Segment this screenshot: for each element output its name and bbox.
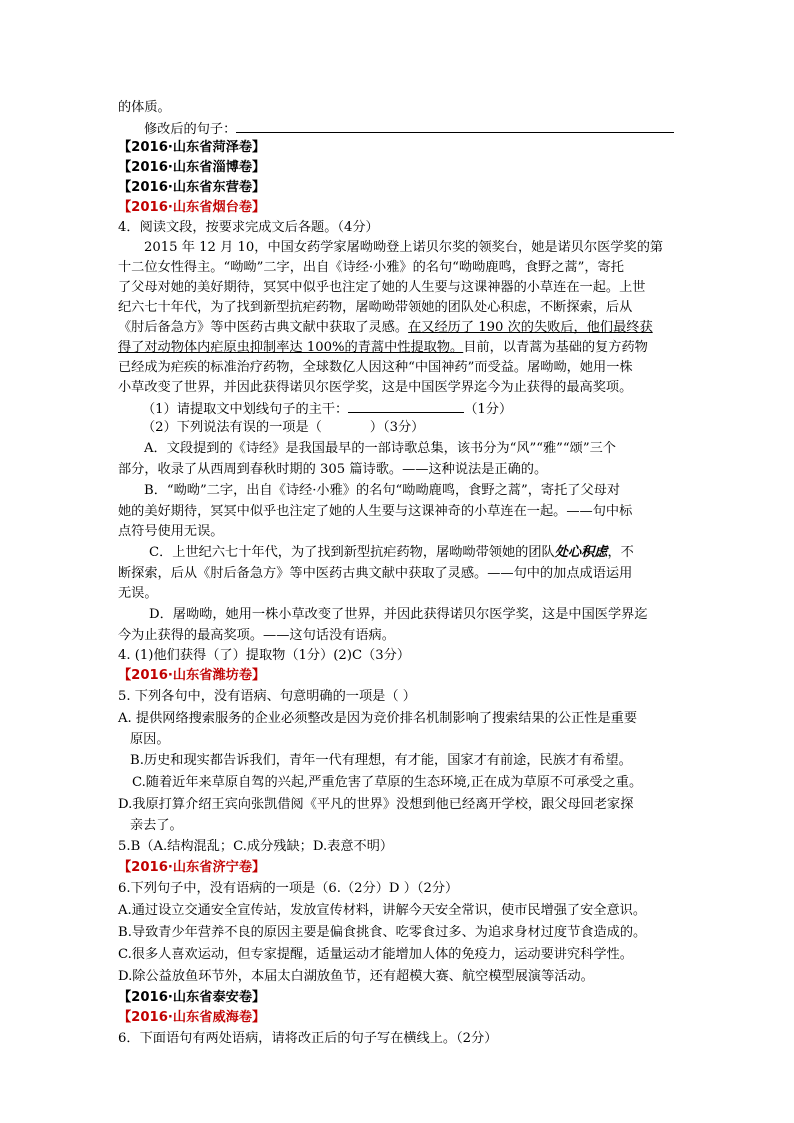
section-header-weihai: 【2016·山东省威海卷】 [118, 1010, 266, 1025]
option-c-text: ，不 [607, 545, 634, 560]
question-6-stem: 6.下列句子中，没有语病的一项是（6.（2分）D ）（2分） [118, 881, 459, 896]
option-a-line: A．文段提到的《诗经》是我国最早的一部诗歌总集，该书分为“风”“雅”“颂”三个 [144, 441, 616, 456]
option-b-line: 点符号使用无误。 [118, 524, 224, 539]
question-5-option-a: 原因。 [130, 732, 170, 747]
option-b-line: B．“呦呦”二字，出自《诗经·小雅》的名句“呦呦鹿鸣，食野之蒿”，寄托了父母对 [144, 483, 621, 498]
option-d-line: 今为止获得的最高奖项。——这句话没有语病。 [118, 628, 395, 643]
passage-text: 《肘后备急方》等中医药古典文献中获取了灵感。 [118, 320, 409, 335]
sub-question-2 [118, 418, 680, 438]
underlined-sentence: 得了对动物体内疟原虫抑制率达 100%的青蒿中性提取物。 [118, 340, 464, 355]
answer-5: 5.B（A.结构混乱；C.成分残缺；D.表意不明） [118, 839, 394, 854]
question-6-option-a: A.通过设立交通安全宣传站，发放宣传材料，讲解今天安全常识，使市民增强了安全意识。 [118, 903, 647, 918]
question-6-option-b: B.导致青少年营养不良的原因主要是偏食挑食、吃零食过多、为追求身材过度节食造成的。 [118, 925, 647, 940]
question-5-option-c: C.随着近年来草原自驾的兴起,严重危害了草原的生态环境,正在成为草原不可承受之重。 [132, 775, 643, 790]
sub-question-1-text: （1）请提取文中划线句子的主干： [142, 402, 349, 417]
question-5-option-d: D.我原打算介绍王宾向张凯借阅《平凡的世界》没想到他已经离开学校，跟父母回老家探 [118, 797, 634, 812]
question-5-option-a: A. 提供网络搜索服务的企业必须整改是因为竞价排名机制影响了搜索结果的公正性是重要 [118, 711, 638, 726]
answer-blank [236, 118, 674, 133]
answer-4: 4. (1)他们获得（了）提取物（1分）(2)C（3分） [118, 648, 411, 663]
passage-line: 十二位女性得主。“呦呦”二字，出自《诗经·小雅》的名句“呦呦鹿鸣，食野之蒿”，寄托 [118, 260, 624, 275]
option-b-line: 她的美好期待，冥冥中似乎也注定了她的人生要与这课神奇的小草连在一起。——句中标 [118, 504, 633, 519]
sub-question-1 [118, 398, 680, 418]
section-header-heze: 【2016·山东省菏泽卷】 [118, 140, 266, 155]
passage-line: 小草改变了世界，并因此获得诺贝尔医学奖，这是中国医学界迄今为止获得的最高奖项。 [118, 380, 633, 395]
text-line: 的体质。 [118, 100, 171, 115]
section-header-taian: 【2016·山东省泰安卷】 [118, 990, 266, 1005]
section-header-dongying: 【2016·山东省东营卷】 [118, 180, 266, 195]
dotted-idiom: 处心积虑 [554, 545, 608, 560]
question-6-weihai-stem: 6．下面语句有两处语病，请将改正后的句子写在横线上。（2分） [118, 1031, 498, 1046]
sub-question-2-text: （2）下列说法有误的一项是（ [142, 420, 322, 435]
question-6-option-d: D.除公益放鱼环节外，本届太白湖放鱼节，还有超模大赛、航空模型展演等活动。 [118, 969, 594, 984]
passage-line [118, 318, 680, 338]
passage-text: 目前，以青蒿为基础的复方药物 [463, 340, 648, 355]
underlined-sentence: 在又经历了 190 次的失败后，他们最终获 [408, 320, 653, 335]
revised-sentence-label: 修改后的句子： [144, 122, 237, 137]
question-5-option-d: 亲去了。 [130, 818, 183, 833]
option-d-line: D．屠呦呦，她用一株小草改变了世界，并因此获得诺贝尔医学奖，这是中国医学界迄 [149, 607, 648, 622]
revised-sentence-line [118, 118, 680, 138]
question-5-stem: 5. 下列各句中，没有语病、句意明确的一项是（ ） [118, 689, 416, 704]
option-c-line: 断探索，后从《肘后备急方》等中医药古典文献中获取了灵感。——句中的加点成语运用 [118, 566, 633, 581]
option-c-text: C．上世纪六七十年代，为了找到新型抗疟药物，屠呦呦带领她的团队 [149, 545, 555, 560]
sub-question-2-score: ）（3分） [369, 420, 425, 435]
option-c-line [118, 542, 680, 564]
option-c-line: 无误。 [118, 586, 158, 601]
question-5-option-b: B.历史和现实都告诉我们，青年一代有理想，有才能，国家才有前途，民族才有希望。 [130, 753, 632, 768]
document-page [118, 98, 680, 1050]
question-6-option-c: C.很多人喜欢运动，但专家提醒，适量运动才能增加人体的免疫力，运动要讲究科学性。 [118, 947, 633, 962]
passage-line: 已经成为疟疾的标准治疗药物，全球数亿人因这种“中国神药”而受益。屠呦呦，她用一株 [118, 360, 633, 375]
section-header-zibo: 【2016·山东省淄博卷】 [118, 160, 266, 175]
passage-line: 纪六七十年代，为了找到新型抗疟药物，屠呦呦带领她的团队处心积虑，不断探索，后从 [118, 300, 633, 315]
sub-question-1-score: （1分） [464, 402, 513, 417]
passage-line: 了父母对她的美好期待，冥冥中似乎也注定了她的人生要与这课神器的小草连在一起。上世 [118, 280, 646, 295]
section-header-jining: 【2016·山东省济宁卷】 [118, 860, 266, 875]
answer-blank [348, 398, 464, 413]
section-header-weifang: 【2016·山东省潍坊卷】 [118, 668, 266, 683]
passage-line [118, 338, 680, 358]
question-4-stem: 4．阅读文段，按要求完成文后各题。（4分） [118, 220, 379, 235]
passage-line: 2015 年 12 月 10，中国女药学家屠呦呦登上诺贝尔奖的领奖台，她是诺贝尔医学奖的第 [144, 240, 664, 255]
section-header-yantai: 【2016·山东省烟台卷】 [118, 200, 266, 215]
option-a-line: 部分，收录了从西周到春秋时期的 305 篇诗歌。——这种说法是正确的。 [118, 462, 548, 477]
